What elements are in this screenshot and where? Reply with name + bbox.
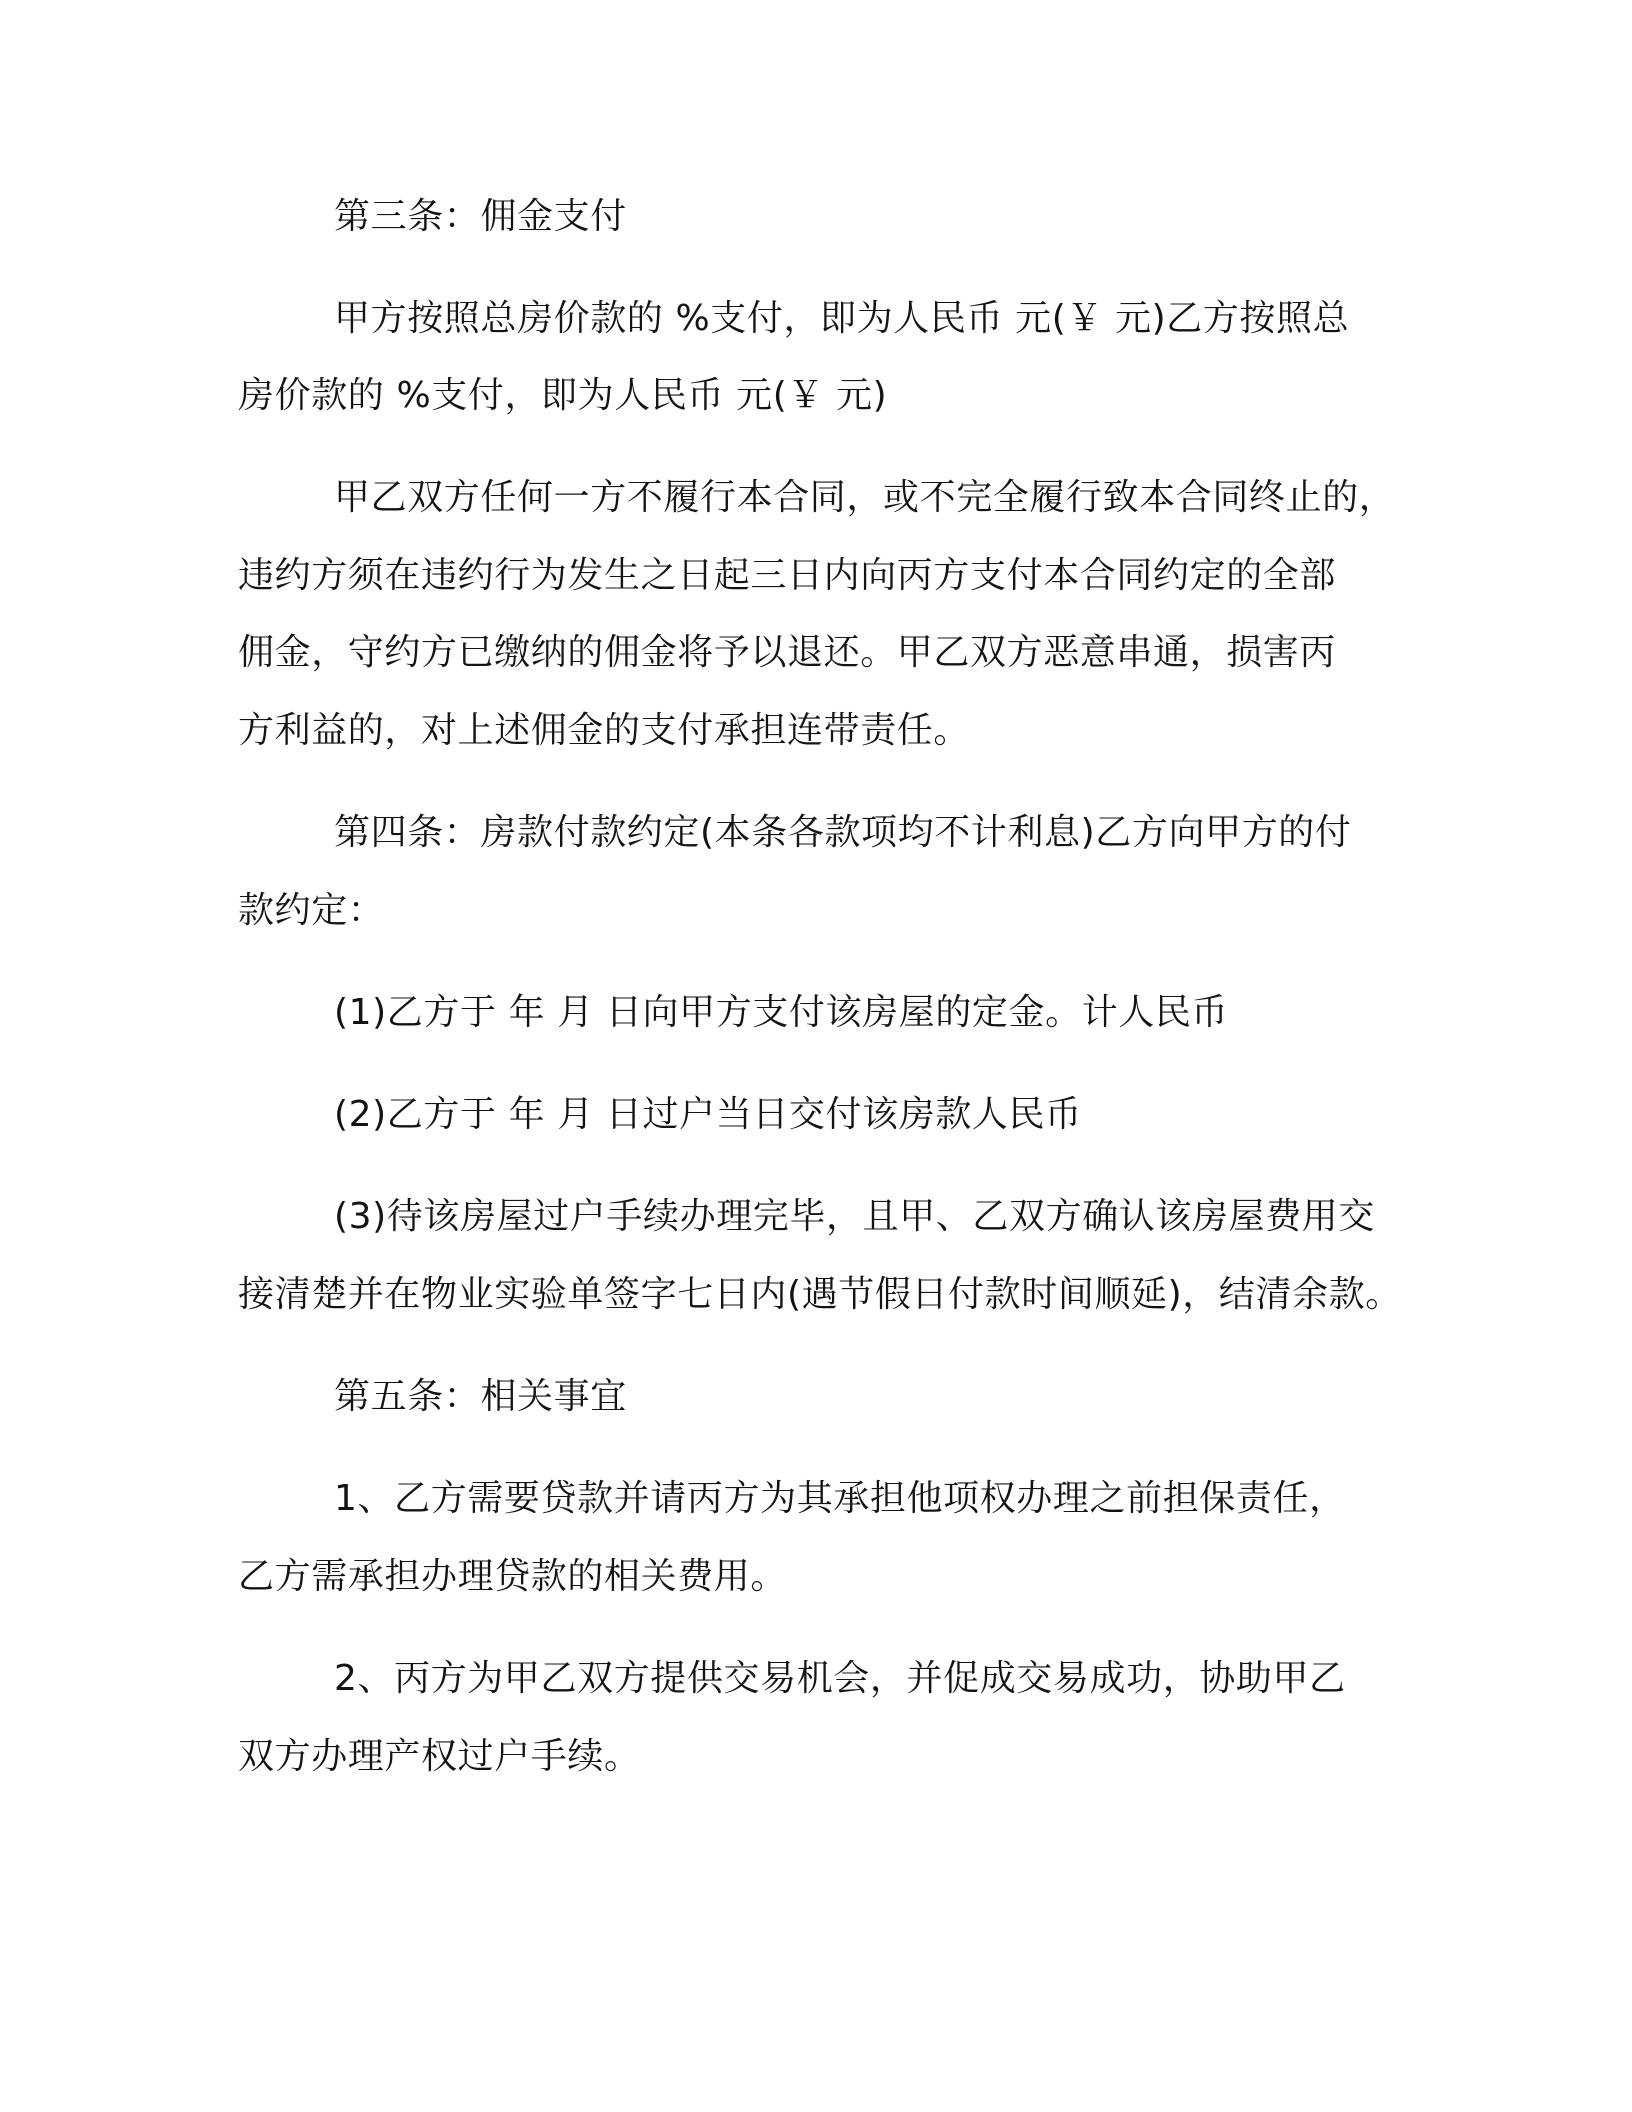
article-5-item-1-line-2: 乙方需承担办理贷款的相关费用。 — [238, 1556, 788, 1597]
article-5-heading: 第五条：相关事宜 — [334, 1376, 627, 1417]
article-4-heading-line-1: 第四条：房款付款约定(本条各款项均不计利息)乙方向甲方的付 — [334, 812, 1352, 853]
article-3-para-2-line-4: 方利益的，对上述佣金的支付承担连带责任。 — [238, 710, 971, 751]
article-3-para-2-line-3: 佣金，守约方已缴纳的佣金将予以退还。甲乙双方恶意串通，损害丙 — [238, 632, 1337, 673]
article-4-heading-line-2: 款约定： — [238, 890, 385, 931]
article-5-item-2-line-1: 2、丙方为甲乙双方提供交易机会，并促成交易成功，协助甲乙 — [334, 1658, 1346, 1699]
article-5-item-1-line-1: 1、乙方需要贷款并请丙方为其承担他项权办理之前担保责任， — [334, 1478, 1346, 1519]
article-3-heading: 第三条：佣金支付 — [334, 196, 627, 237]
article-4-item-3-line-1: (3)待该房屋过户手续办理完毕，且甲、乙双方确认该房屋费用交 — [334, 1196, 1375, 1237]
article-4-item-2: (2)乙方于 年 月 日过户当日交付该房款人民币 — [334, 1094, 1082, 1135]
article-3-para-2-line-1: 甲乙双方任何一方不履行本合同，或不完全履行致本合同终止的， — [334, 477, 1396, 518]
article-5-item-2-line-2: 双方办理产权过户手续。 — [238, 1736, 641, 1777]
article-4-item-1: (1)乙方于 年 月 日向甲方支付该房屋的定金。计人民币 — [334, 992, 1229, 1033]
article-3-para-1-line-2: 房价款的 %支付，即为人民币 元(￥ 元) — [238, 375, 888, 416]
article-4-item-3-line-2: 接清楚并在物业实验单签字七日内(遇节假日付款时间顺延)，结清余款。 — [238, 1274, 1402, 1315]
article-3-para-2-line-2: 违约方须在违约行为发生之日起三日内向丙方支付本合同约定的全部 — [238, 555, 1337, 596]
article-3-para-1-line-1: 甲方按照总房价款的 %支付，即为人民币 元(￥ 元)乙方按照总 — [334, 298, 1350, 339]
